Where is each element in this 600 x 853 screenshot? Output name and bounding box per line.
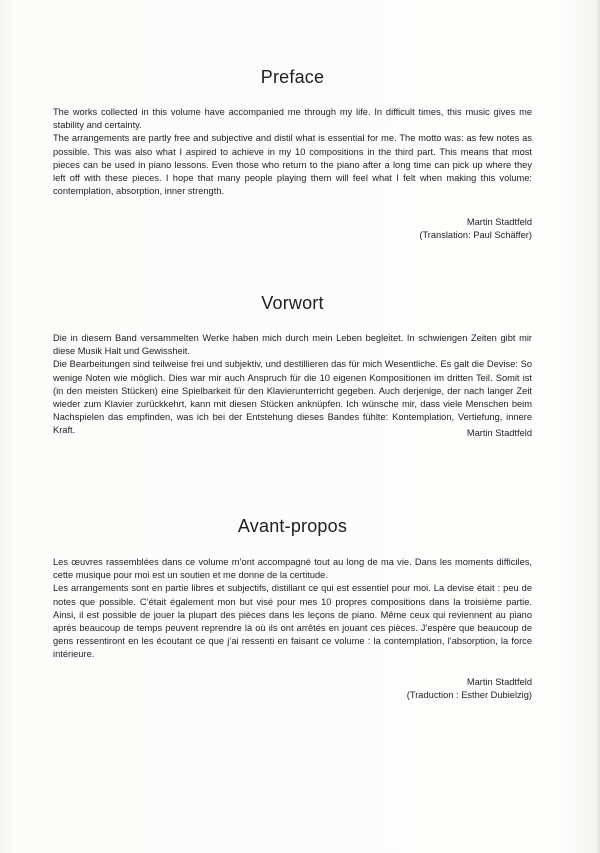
avant-propos-signature [332,676,532,702]
preface-paragraph-1: The works collected in this volume have accompanied me through my life. In difficult times, this music gives me stability and certainty. [53,107,532,131]
avant-propos-section [53,516,532,701]
page-edge-shadow [596,0,600,853]
preface-translation-credit: (Translation: Paul Schäffer) [419,230,532,241]
preface-section [53,67,532,241]
vorwort-body [53,332,532,438]
preface-heading: Preface [260,67,325,87]
preface-body [53,106,532,198]
preface-author: Martin Stadtfeld [466,217,532,227]
vorwort-signature [332,427,532,440]
vorwort-author: Martin Stadtfeld [466,428,532,438]
vorwort-section [53,293,532,438]
avant-propos-translation-credit: (Traduction : Esther Dubielzig) [406,690,532,701]
avant-propos-paragraph-2: Les arrangements sont en partie libres et subjectifs, distillant ce qui est essentiel pour moi. La devise était : peu de notes que possible. C’était également mon but visé pour mes 10 propres compositions dans la troisième partie. Ainsi, il est possible de jouer la plupart des pièces dans les leçons de piano. Même ceux qui reviennent au piano après beaucoup de temps peuvent reprendre là où ils ont arrêtés en jouant ces pièces. J’espère que beaucoup de gens ressentiront en les écoutant ce que j’ai ressenti en faisant ce volume : la contemplation, l’absorption, la force intérieure. [53,583,532,660]
preface-paragraph-2: The arrangements are partly free and subjective and distil what is essential for me. The motto was: as few notes as possible. This was also what I aspired to achieve in my 10 compositions in the third part. This means that most pieces can be used in piano lessons. Even those who return to the piano after a long time can pick up where they left off with these pieces. I hope that many people playing them will feel what I felt when making this volume: contemplation, absorption, inner strength. [53,133,532,197]
vorwort-heading: Vorwort [261,293,324,313]
avant-propos-heading: Avant-propos [237,516,348,536]
preface-signature [332,216,532,242]
vorwort-paragraph-2: Die Bearbeitungen sind teilweise frei und subjektiv, und destillieren das für mich Wesentliche. Es galt die Devise: So wenige Noten wie möglich. Dies war mir auch Anspruch für die 10 eigenen Kompositionen im dritten Teil. Somit ist (in den meisten Stücken) eine Spielbarkeit für den Klavierunterricht gegeben. Auch derjenige, der nach langer Zeit wieder zum Klavier zurückkehrt, kann mit diesen Stücken anknüpfen. Ich wünsche mir, dass viele Menschen beim Nachspielen das empfinden, was ich bei der Entstehung dieses Bandes fühlte: Kontemplation, Vertiefung, innere Kraft. [53,359,532,436]
avant-propos-author: Martin Stadtfeld [466,677,532,687]
avant-propos-body [53,556,532,662]
avant-propos-paragraph-1: Les œuvres rassemblées dans ce volume m’ont accompagné tout au long de ma vie. Dans les moments difficiles, cette musique pour moi est un soutien et me donne de la certitude. [53,557,532,581]
vorwort-paragraph-1: Die in diesem Band versammelten Werke haben mich durch mein Leben begleitet. In schwierigen Zeiten gibt mir diese Musik Halt und Gewissheit. [53,333,532,357]
